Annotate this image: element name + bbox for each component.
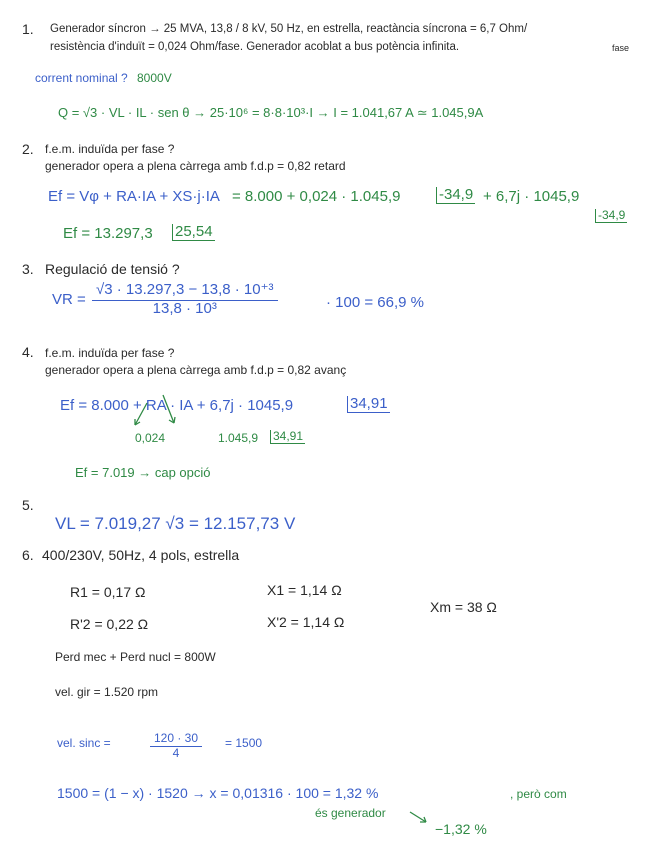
q6-sync-denominator: 4 [172,746,180,761]
q2-condition: generador opera a plena càrrega amb f.d.p = 0,82 retard [45,159,346,173]
q1-statement-line1: Generador síncron → 25 MVA, 13,8 / 8 kV, 50 Hz, en estrella, reactància síncrona = 6,7 Ohm/ [50,23,528,35]
q6-number: 6. [22,547,34,563]
q6-xm: Xm = 38 Ω [430,599,497,615]
q1-question: corrent nominal ? [35,71,128,85]
q4-formula: Ef = 8.000 + RA · IA + 6,7j · 1045,9 [60,397,294,414]
q2-angle2: -34,9 [595,209,627,223]
q2-number: 2. [22,141,34,157]
q6-sync-label: vel. sinc = [57,736,111,750]
q6-r2: R'2 = 0,22 Ω [70,616,149,632]
q3-title: Regulació de tensió ? [45,261,180,277]
q4-ia-angle: 34,91 [270,430,305,444]
q6-slip: 1500 = (1 − x) · 1520 → x = 0,01316 · 100 = 1,32 % [57,785,379,801]
q4-ra-value: 0,024 [135,431,166,445]
q6-x1: X1 = 1,14 Ω [267,582,342,598]
q2-angle1: -34,9 [436,187,475,204]
q4-title: f.e.m. induïda per fase ? [45,346,175,360]
q6-note1: , però com [510,787,567,801]
q4-condition: generador opera a plena càrrega amb f.d.p = 0,82 avanç [45,363,347,377]
q4-ia-value: 1.045,9 [218,431,259,445]
q4-number: 4. [22,344,34,360]
q2-result: Ef = 13.297,3 [63,225,153,242]
q6-speed: vel. gir = 1.520 rpm [55,685,159,699]
q5-number: 5. [22,497,34,513]
q3-numerator: √3 · 13.297,3 − 13,8 · 10⁺³ [92,282,278,301]
q6-note-arrow [408,810,438,830]
q2-result-angle: 25,54 [172,224,215,241]
q6-sync-result: = 1500 [225,736,263,750]
q1-statement-unit: fase [612,43,630,53]
q2-substitution: = 8.000 + 0,024 · 1.045,9 [232,188,401,205]
q2-title: f.e.m. induïda per fase ? [45,142,175,156]
q4-result: Ef = 7.019 → cap opció [75,465,211,480]
q6-sync-numerator: 120 · 30 [150,732,202,747]
q1-statement-line2: resistència d'induït = 0,024 Ohm/fase. Generador acoblat a bus potència infinita. [50,41,460,53]
q6-sync-fraction [150,732,202,760]
q4-substitution-arrows [130,395,230,435]
q6-losses: Perd mec + Perd nucl = 800W [55,650,216,664]
q5-formula: VL = 7.019,27 √3 = 12.157,73 V [55,514,296,533]
q6-r1: R1 = 0,17 Ω [70,584,146,600]
q1-voltage: 8000V [137,71,172,85]
q2-formula: Ef = Vφ + RA·IA + XS·j·IA [48,188,220,205]
q6-note2: és generador [315,806,386,820]
q3-fraction [92,282,278,317]
q3-number: 3. [22,261,34,277]
q1-calculation: Q = √3 · VL · IL · sen θ → 25·10⁶ = 8·8·10³·I → I = 1.041,67 A ≃ 1.045,9A [58,105,484,120]
q6-note-result: −1,32 % [435,821,487,837]
q3-rhs: · 100 = 66,9 % [326,294,424,311]
q3-denominator: 13,8 · 10³ [152,299,217,317]
q4-angle: 34,91 [347,396,390,413]
q3-lhs: VR = [52,291,86,308]
q6-x2: X'2 = 1,14 Ω [267,614,345,630]
q6-spec: 400/230V, 50Hz, 4 pols, estrella [42,547,240,563]
q1-number: 1. [22,21,34,37]
q2-substitution2: + 6,7j · 1045,9 [483,188,580,205]
